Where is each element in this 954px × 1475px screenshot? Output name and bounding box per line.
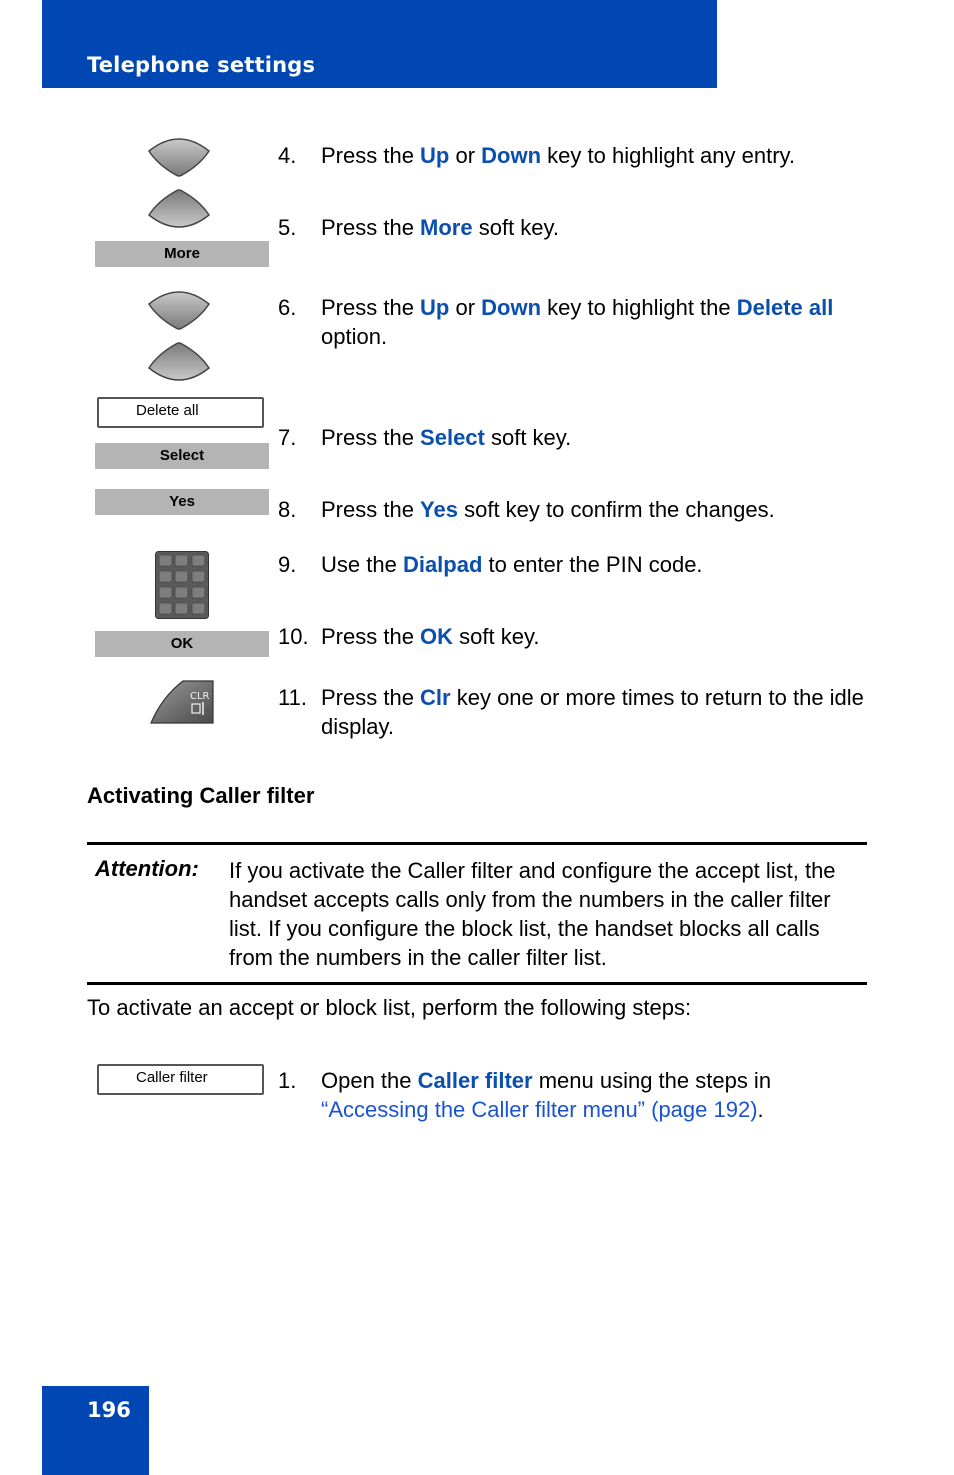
attention-bottom-rule xyxy=(87,982,867,985)
ok-softkey: OK xyxy=(95,631,269,657)
yes-softkey: Yes xyxy=(95,489,269,515)
accessing-caller-filter-link[interactable]: “Accessing the Caller filter menu” (page 192) xyxy=(321,1097,758,1122)
page-header-band xyxy=(42,0,717,88)
up-down-navigation-key-icon xyxy=(146,286,212,386)
page-number-band xyxy=(42,1386,149,1475)
up-down-navigation-key-icon xyxy=(146,133,212,233)
select-softkey: Select xyxy=(95,443,269,469)
clr-key-label: CLR xyxy=(190,691,210,702)
intro-paragraph: To activate an accept or block list, perform the following steps: xyxy=(87,995,692,1020)
attention-text: If you activate the Caller filter and configure the accept list, the handset accepts calls only from the numbers in the caller filter list. If you configure the block list, the handset blocks all calls from the numbers in the caller filter list. xyxy=(229,858,836,970)
attention-top-rule xyxy=(87,842,867,845)
section-heading: Activating Caller filter xyxy=(87,783,315,808)
clear-key-icon xyxy=(150,679,214,724)
page-header-title: Telephone settings xyxy=(87,53,316,77)
more-softkey: More xyxy=(95,241,269,267)
dialpad-icon xyxy=(155,551,209,619)
page-number: 196 xyxy=(87,1398,131,1422)
attention-label: Attention: xyxy=(95,856,199,881)
delete-all-display-item: Delete all xyxy=(97,397,264,428)
caller-filter-display-item: Caller filter xyxy=(97,1064,264,1095)
